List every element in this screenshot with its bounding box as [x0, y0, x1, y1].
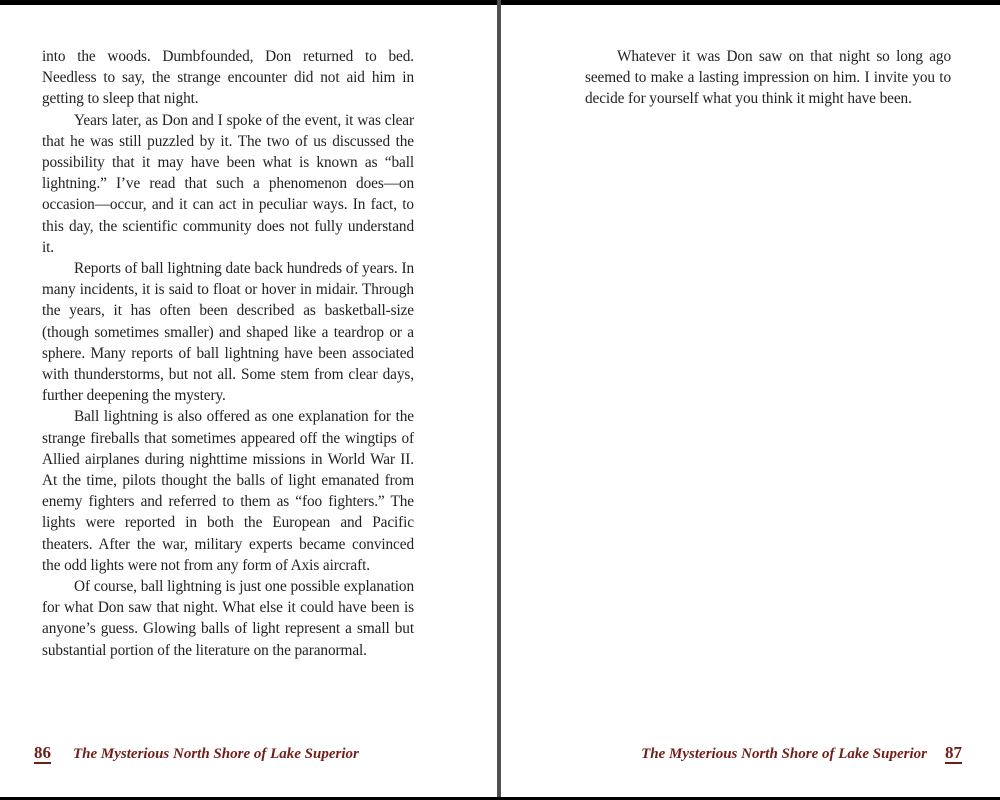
running-title-left: The Mysterious North Shore of Lake Superior	[73, 746, 359, 762]
body-paragraph: Of course, ball lightning is just one possible explanation for what Don saw that night. What else it could have been is anyone’s guess. Glowing balls of light represent a small but substantial portion of the literature on the paranormal.	[42, 578, 414, 659]
body-paragraph: Reports of ball lightning date back hundreds of years. In many incidents, it is said to float or hover in midair. Through the years, it has often been described as basketball-size (though sometimes smaller) and shaped like a teardrop or a sphere. Many reports of ball lightning have been associated with thunderstorms, but not all. Some stem from clear days, further deepening the mystery.	[42, 260, 414, 405]
body-paragraph: Years later, as Don and I spoke of the event, it was clear that he was still puzzled by it. The two of us discussed the possibility that it may have been what is known as “ball lightning.” I’ve read that such a phenomenon does—on occasion—occur, and it can act in peculiar ways. In fact, to this day, the scientific community does not fully understand it.	[42, 111, 414, 256]
page-left-footer	[34, 744, 359, 764]
body-paragraph: Ball lightning is also offered as one explanation for the strange fireballs that sometimes appeared off the wingtips of Allied airplanes during nighttime missions in World War II. At the time, pilots thought the balls of light emanated from enemy fighters and referred to them as “foo fighters.” The lights were reported in both the European and Pacific theaters. After the war, military experts became convinced the odd lights were not from any form of Axis aircraft.	[42, 408, 414, 574]
page-right-footer	[641, 744, 962, 764]
body-paragraph: Whatever it was Don saw on that night so long ago seemed to make a lasting impression on him. I invite you to decide for yourself what you think it might have been.	[585, 48, 951, 108]
page-gutter-divider	[497, 0, 501, 800]
page-left-text	[42, 46, 414, 661]
page-number-right: 87	[945, 743, 962, 762]
running-title-right: The Mysterious North Shore of Lake Superior	[641, 746, 927, 762]
body-paragraph: into the woods. Dumbfounded, Don returned to bed. Needless to say, the strange encounter did not aid him in getting to sleep that night.	[42, 48, 414, 108]
page-number-left: 86	[34, 743, 51, 762]
page-right-text	[585, 46, 951, 110]
